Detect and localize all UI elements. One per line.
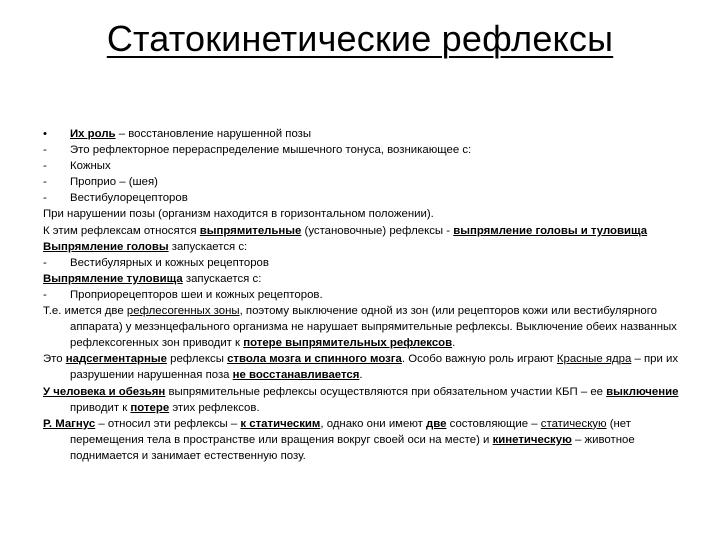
posture-text: При нарушении позы (организм находится в горизонтальном положении). (43, 208, 434, 221)
dash-marker: - (43, 160, 47, 173)
line-trunk (43, 271, 683, 287)
supra-text-5: . (359, 369, 363, 382)
magnus-text-3: состовляющие – (446, 417, 541, 430)
magnus-text-2: , однако они имеют (320, 417, 427, 430)
magnus-text-5: – животное поднимается и занимает естественную позу. (70, 433, 635, 462)
dash-marker: - (43, 144, 47, 157)
definition-text: Это рефлекторное перераспределение мышечного тонуса, возникающее с: (70, 144, 472, 157)
line-definition (43, 142, 683, 158)
supra-term-2: ствола мозга и спинного мозга (227, 353, 402, 366)
trunk-text: запускается с: (182, 272, 262, 285)
humans-term: У человека и обезьян (43, 385, 166, 398)
head-term: Выпрямление головы (43, 240, 169, 253)
line-posture (43, 206, 683, 222)
humans-text-3: этих рефлексов. (169, 401, 260, 414)
magnus-term-4: статическую (540, 417, 607, 430)
supra-text-2: рефлексы (166, 353, 228, 366)
trunk-term: Выпрямление туловища (43, 272, 183, 285)
line-zones (43, 303, 683, 351)
role-text: – восстановление нарушенной позы (115, 128, 312, 140)
dash-marker: - (43, 288, 47, 301)
magnus-term: Р. Магнус (43, 417, 96, 430)
magnus-text-4: (нет перемещения тела в пространстве или вращения вокруг своей оси на месте) и (70, 417, 631, 446)
line-head (43, 239, 683, 255)
line-skin (43, 158, 683, 174)
supra-text-4: – при их разрушении нарушенная поза (70, 353, 679, 382)
proprio-text: Проприо – (шея) (70, 176, 158, 189)
reflex-types-text: К этим рефлексам относятся (43, 224, 200, 237)
zones-text-3: . (452, 337, 456, 350)
line-humans (43, 384, 683, 416)
dash-marker: - (43, 192, 47, 205)
zones-term: рефлесогенных зоны (126, 305, 240, 318)
vestibular-text: Вестибулорецепторов (70, 192, 188, 205)
supra-term-4: не восстанавливается (232, 369, 360, 382)
zones-text-2: , поэтому выключение одной из зон (или рецепторов кожи или вестибулярного аппарата) у мезэнцефального организма не нарушает выпрямительные рефлексы. Выключение обеих названных рефлексогенных зон приводит к (70, 305, 677, 350)
line-reflex-types (43, 223, 683, 239)
line-suprasegmental (43, 351, 683, 383)
zones-text: Т.е. имется две (43, 305, 127, 318)
supra-text-3: . Особо важную роль играют (401, 353, 557, 366)
magnus-term-3: две (426, 417, 447, 430)
magnus-term-5: кинетическую (492, 433, 572, 446)
humans-term-3: потере (130, 401, 170, 414)
magnus-text: – относил эти рефлексы – (95, 417, 241, 430)
reflex-types-term-2: выпрямление головы и туловища (453, 224, 648, 237)
line-trunk-receptors (43, 287, 683, 303)
trunk-receptors-text: Проприорецепторов шеи и кожных рецепторов. (70, 288, 323, 301)
slide-title: Статокинетические рефлексы (106, 18, 614, 59)
line-proprio (43, 174, 683, 190)
role-term: Их роль (70, 128, 116, 140)
reflex-types-text-2: (установочные) рефлексы - (301, 224, 454, 237)
supra-text: Это (43, 353, 66, 366)
dash-marker: - (43, 256, 47, 269)
line-vestibular (43, 190, 683, 206)
magnus-term-2: к статическим (240, 417, 321, 430)
skin-text: Кожных (70, 160, 111, 173)
slide-body (43, 126, 683, 464)
humans-text-2: приводит к (70, 401, 131, 414)
reflex-types-term: выпрямительные (199, 224, 302, 237)
line-head-receptors (43, 255, 683, 271)
line-magnus (43, 416, 683, 464)
line-role (43, 126, 683, 142)
dash-marker: - (43, 176, 47, 189)
head-receptors-text: Вестибулярных и кожных рецепторов (70, 256, 269, 269)
humans-term-2: выключение (606, 385, 679, 398)
zones-term-2: потере выпрямительных рефлексов (243, 337, 453, 350)
supra-term-3: Красные ядра (556, 353, 632, 366)
humans-text: выпрямительные рефлексы осуществляются при обязательном участии КБП – ее (165, 385, 607, 398)
bullet-marker: • (43, 128, 47, 140)
supra-term: надсегментарные (65, 353, 167, 366)
head-text: запускается с: (168, 240, 248, 253)
